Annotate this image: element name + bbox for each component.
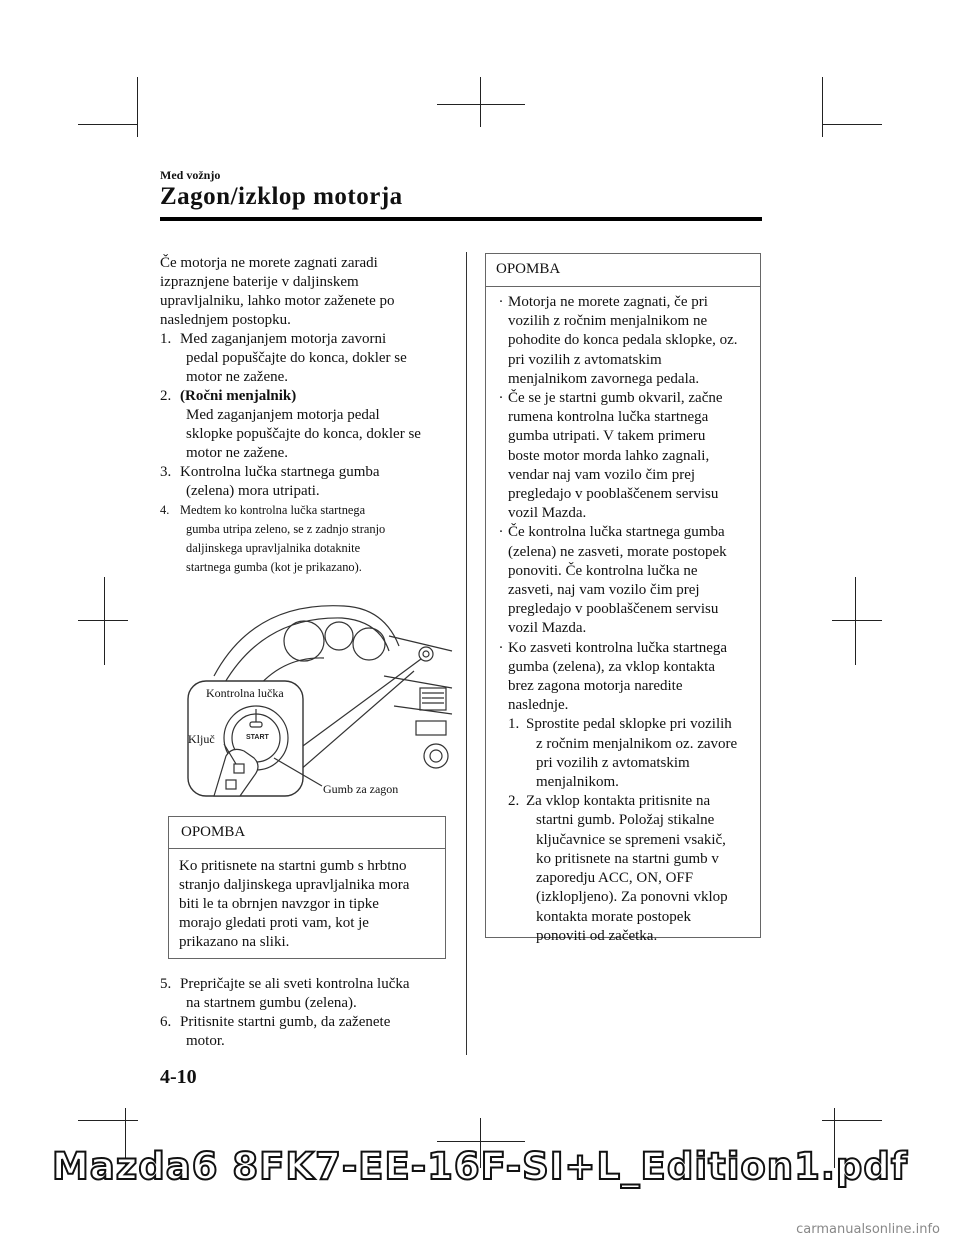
sub-step-line: pri vozilih z avtomatskim (536, 754, 690, 771)
step-line: Med zaganjanjem motorja zavorni (180, 331, 387, 347)
steering-wheel-rim (214, 606, 399, 676)
column-divider (466, 252, 467, 1055)
step-line: (zelena) mora utripati. (186, 483, 320, 499)
intro-line: Če motorja ne morete zagnati zaradi (160, 255, 378, 271)
note-line: Ko pritisnete na startni gumb s hrbtno (179, 858, 407, 874)
sub-step-line: Sprostite pedal sklopke pri vozilih (526, 716, 732, 733)
note-box (168, 816, 446, 959)
step-number: 1. (160, 331, 172, 347)
sub-step-line: z ročnim menjalnikom oz. zavore (536, 735, 738, 752)
step-line: motor ne zažene. (186, 445, 289, 461)
sub-step-line: ponoviti od začetka. (536, 927, 658, 944)
step-line: Kontrolna lučka startnega gumba (180, 464, 380, 480)
step-line: motor ne zažene. (186, 369, 289, 385)
label-indicator-lamp: Kontrolna lučka (206, 686, 284, 700)
bullet-line: pohodite do konca pedala sklopke, oz. (508, 332, 738, 349)
page-title: Zagon/izklop motorja (160, 183, 403, 210)
sub-step-line: zaporedju ACC, ON, OFF (536, 870, 694, 887)
bullet-dot: · (498, 639, 504, 656)
sub-step-number: 1. (508, 716, 520, 733)
bullet-line: vozilih z ročnim menjalnikom ne (508, 313, 708, 330)
sub-step-line: Za vklop kontakta pritisnite na (526, 793, 711, 810)
bullet-line: menjalnikom zavornega pedala. (508, 370, 700, 387)
site-watermark: carmanualsonline.info (796, 1222, 940, 1237)
section-kicker: Med vožnjo (160, 168, 221, 182)
step-number: 2. (160, 388, 172, 404)
step-2 (160, 387, 450, 463)
intro-line: izpraznjene baterije v daljinskem (160, 274, 359, 290)
start-button-text: START (246, 734, 269, 741)
step-4 (160, 501, 450, 577)
step-3 (160, 463, 450, 501)
bullet-line: vozil Mazda. (508, 505, 587, 522)
sub-step-line: startni gumb. Položaj stikalne (536, 812, 715, 829)
sub-step-line: ko pritisnete na startni gumb v (536, 850, 719, 867)
bullet-line: pregledajo v pooblaščenem servisu (508, 601, 719, 618)
step-number: 6. (160, 1014, 172, 1030)
step-number: 4. (160, 503, 170, 517)
step-number: 3. (160, 464, 172, 480)
file-watermark: Mazda6 8FK7-EE-16F-SI+L_Edition1.pdf (51, 1145, 909, 1188)
bullet-line: Če se je startni gumb okvaril, začne (508, 390, 723, 407)
bullet-line: Motorja ne morete zagnati, če pri (508, 294, 708, 310)
step-6 (160, 1013, 450, 1051)
step-line: Med zaganjanjem motorja pedal (186, 407, 380, 423)
step-line: daljinskega upravljalnika dotaknite (186, 541, 361, 555)
note-line: prikazano na sliki. (179, 934, 290, 950)
bullet-line: pri vozilih z avtomatskim (508, 351, 662, 368)
note-sub-step-2 (508, 792, 754, 946)
title-rule (160, 217, 762, 221)
bullet-line: naslednje. (508, 697, 569, 714)
bullet-line: rumena kontrolna lučka startnega (508, 409, 709, 426)
bullet-line: gumba utripati. V takem primeru (508, 428, 706, 445)
bullet-line: Če kontrolna lučka startnega gumba (508, 524, 725, 541)
label-key: Ključ (188, 732, 215, 746)
step-1 (160, 330, 450, 387)
bullet-line: ponoviti. Če kontrolna lučka ne (508, 562, 698, 579)
note-sub-step-1 (508, 715, 754, 792)
note-bullets (486, 287, 760, 946)
start-button-illustration (184, 596, 454, 801)
note-bullet (494, 523, 754, 638)
sub-step-line: ključavnice se spremeni vsakič, (536, 831, 726, 848)
note-heading: OPOMBA (486, 254, 760, 287)
step-5 (160, 975, 450, 1013)
step-line: gumba utripa zeleno, se z zadnjo stranjo (186, 522, 386, 536)
note-line: biti le ta obrnjen navzgor in tipke (179, 896, 379, 912)
note-bullet (494, 639, 754, 716)
step-number: 5. (160, 976, 172, 992)
note-line: stranjo daljinskega upravljalnika mora (179, 877, 410, 893)
bullet-line: pregledajo v pooblaščenem servisu (508, 486, 719, 503)
step-line: Prepričajte se ali sveti kontrolna lučka (180, 976, 410, 992)
bullet-line: boste motor morda lahko zagnali, (508, 447, 710, 464)
note-heading: OPOMBA (169, 817, 445, 849)
step-heading: (Ročni menjalnik) (180, 388, 297, 404)
page-number: 4-10 (160, 1066, 197, 1088)
note-bullet (494, 389, 754, 523)
step-line: Medtem ko kontrolna lučka startnega (180, 503, 366, 517)
left-column (160, 254, 450, 577)
step-line: Pritisnite startni gumb, da zaženete (180, 1014, 391, 1030)
bullet-dot: · (498, 524, 504, 541)
bullet-line: (zelena) ne zasveti, morate postopek (508, 543, 727, 560)
bullet-dot: · (498, 294, 504, 310)
bullet-dot: · (498, 390, 504, 407)
bullet-line: vozil Mazda. (508, 620, 587, 637)
note-bullet (494, 293, 754, 389)
label-start-button: Gumb za zagon (323, 782, 399, 796)
note-box-right (485, 253, 761, 944)
bullet-line: zasveti, naj vam vozilo čim prej (508, 582, 700, 599)
note-line: morajo gledati proti vam, kot je (179, 915, 369, 931)
intro-line: naslednjem postopku. (160, 312, 291, 328)
step-line: motor. (186, 1033, 225, 1049)
sub-step-line: (izklopljeno). Za ponovni vklop (536, 889, 728, 906)
intro-line: upravljalniku, lahko motor zaženete po (160, 293, 395, 309)
step-line: na startnem gumbu (zelena). (186, 995, 357, 1011)
bullet-line: vendar naj vam vozilo čim prej (508, 466, 696, 483)
step-line: pedal popuščajte do konca, dokler se (186, 350, 407, 366)
left-bottom-steps (160, 975, 450, 1051)
bullet-line: Ko zasveti kontrolna lučka startnega (508, 639, 728, 656)
step-line: startnega gumba (kot je prikazano). (186, 560, 362, 574)
bullet-line: brez zagona motorja naredite (508, 678, 683, 695)
sub-step-line: menjalnikom. (536, 774, 619, 791)
sub-step-line: kontakta morate postopek (536, 908, 691, 925)
step-line: sklopke popuščajte do konca, dokler se (186, 426, 421, 442)
sub-step-number: 2. (508, 793, 520, 810)
bullet-line: gumba (zelena), za vklop kontakta (508, 658, 715, 675)
